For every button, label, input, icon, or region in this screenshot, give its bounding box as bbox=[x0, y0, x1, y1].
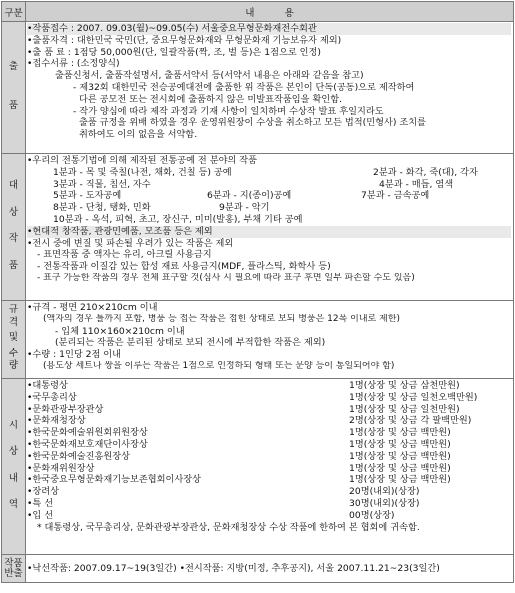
section-spec bbox=[2, 301, 514, 379]
text-line: - 표구 가능한 작품의 경우 전체 표구할 것(심사 시 필요에 따라 표구 후면 일부 파손할 수도 있음) bbox=[37, 272, 415, 283]
label-char: 작 bbox=[8, 233, 19, 244]
category-item: 3분과 - 직물, 침선, 자수 bbox=[53, 178, 151, 190]
category-item: 7분과 - 금속공예 bbox=[361, 190, 430, 202]
award-prize: 1명(상장 및 상금 일천만원) bbox=[349, 403, 460, 415]
section-content-return bbox=[26, 555, 514, 583]
award-row bbox=[27, 451, 511, 463]
label-char: 및 bbox=[8, 332, 19, 344]
award-name: •입 선 bbox=[27, 509, 54, 521]
label-char: 출 bbox=[8, 61, 19, 72]
section-awards bbox=[2, 379, 514, 555]
category-item: 8분과 - 단청, 탱화, 민화 bbox=[53, 202, 151, 214]
text-line: •수량 : 1인당 2점 이내 bbox=[27, 349, 122, 361]
award-name: •국무총리상 bbox=[27, 391, 77, 403]
award-row bbox=[27, 463, 511, 475]
category-row bbox=[27, 190, 511, 202]
award-name: •문화관광부장관상 bbox=[27, 403, 104, 415]
award-prize: 2명(상장 및 상금 각 팔백만원) bbox=[349, 415, 472, 427]
text-line: 출품신청서, 출품작설명서, 출품서약서 등(서약서 내용은 아래와 같음을 참고) bbox=[55, 70, 364, 82]
category-item: 2분과 - 화각, 죽(대), 각자 bbox=[373, 166, 478, 178]
label-char: 격 bbox=[8, 316, 19, 328]
section-content-submission bbox=[26, 22, 514, 154]
text-line: (액자의 경우 틀까지 포함, 병풍 등 접는 작품은 접힌 상태로 보되 병풍은 12폭 이내로 제한) bbox=[43, 313, 400, 324]
section-content-spec bbox=[26, 301, 514, 379]
label-char: 내 bbox=[8, 472, 19, 484]
text-line: 취하여도 이의 없음을 서약함. bbox=[79, 129, 198, 141]
section-label-return bbox=[2, 555, 26, 583]
text-line: •출품자격 : 대한민국 국민(단, 중요무형문화재와 무형문화재 기능보유자 제외) bbox=[27, 34, 342, 46]
category-item: 10분과 - 옥석, 피혁, 초고, 장신구, 미미(발홍), 부채 기타 공예 bbox=[53, 213, 303, 225]
text-line: •작품접수 : 2007. 09.03(월)~09.05(수) 서울중요무형문화재전수회관 bbox=[27, 23, 511, 35]
award-prize: 00명(상장) bbox=[349, 509, 395, 521]
award-row bbox=[27, 486, 511, 498]
text-line: - 제32회 대한민국 전승공예대전에 출품한 위 작품은 본인이 단독(공동)으로 제작하여 bbox=[73, 81, 415, 93]
award-name: •장려상 bbox=[27, 486, 60, 498]
label-char: 역 bbox=[8, 499, 19, 510]
text-line: •규격 - 평면 210×210cm 이내 bbox=[27, 302, 158, 313]
label-char: 시 bbox=[8, 419, 19, 431]
header-category: 구분 bbox=[2, 2, 26, 22]
category-item: 9분과 - 악기 bbox=[219, 202, 270, 214]
section-label-submission bbox=[2, 22, 26, 154]
header-content: 내 용 bbox=[26, 2, 514, 22]
table-header-row bbox=[2, 2, 514, 22]
label-char: 규 bbox=[8, 304, 19, 316]
award-row bbox=[27, 404, 511, 416]
text-line: - 전통작품과 이질감 있는 합성 재료 사용금지(MDF, 플라스틱, 화학사 등) bbox=[37, 261, 331, 273]
section-return bbox=[2, 555, 514, 583]
award-list bbox=[27, 380, 511, 522]
label-char: 대 bbox=[8, 180, 19, 191]
text-line: •접수서류 : (소정양식) bbox=[27, 58, 120, 70]
award-prize: 1명(상장 및 상금 백만원) bbox=[349, 450, 451, 462]
text-line: •전시 중에 변질 및 파손될 우려가 있는 작품은 제외 bbox=[27, 237, 234, 249]
text-line: •현대적 창작품, 관광민예품, 모조품 등은 제외 bbox=[27, 226, 511, 238]
award-row bbox=[27, 498, 511, 510]
text-line: (용도상 세트나 쌍을 이루는 작품은 1점으로 인정하되 형태 또는 문양 등이 통일되어야 함) bbox=[43, 360, 395, 371]
text-line: •출 품 료 : 1점당 50,000원(단, 일괄작품(짝, 조, 벌 등)은 1점으로 인정) bbox=[27, 46, 321, 58]
award-name: •한국문화재보호재단이사장상 bbox=[27, 438, 148, 450]
section-submission bbox=[2, 22, 514, 154]
category-row bbox=[27, 214, 511, 226]
label-word: 반출 bbox=[4, 567, 23, 579]
label-char: 상 bbox=[8, 206, 19, 218]
text-line: - 작가 양심에 따라 제작 과정과 기재 사항이 일치하며 수상작 발표 후일지라도 bbox=[73, 105, 384, 117]
text-line: - 표면작품 중 액자는 유리, 아크릴 사용금지 bbox=[37, 249, 212, 261]
award-name: •문화재위원장상 bbox=[27, 462, 95, 474]
text-line: 다른 공모전 또는 전시회에 출품하지 않은 미발표작품임을 확인함. bbox=[79, 93, 342, 105]
award-row bbox=[27, 427, 511, 439]
category-item: 4분과 - 매듭, 염색 bbox=[379, 178, 454, 190]
text-line: •우리의 전통기법에 의해 제작된 전통공예 전 분야의 작품 bbox=[27, 155, 257, 166]
label-word: 작품 bbox=[4, 557, 23, 569]
award-prize: 1명(상장 및 상금 삼천만원) bbox=[349, 380, 460, 391]
award-row bbox=[27, 415, 511, 427]
award-row bbox=[27, 439, 511, 451]
award-name: •특 선 bbox=[27, 497, 54, 509]
text-line: 출품 규정을 위배 하였을 경우 운영위원장이 수상을 취소하고 모든 법적(민형사) 조치를 bbox=[79, 117, 427, 129]
category-item: 5분과 - 도자공예 bbox=[53, 190, 122, 202]
label-char: 상 bbox=[8, 446, 19, 457]
label-char: 수 bbox=[8, 347, 19, 359]
award-prize: 30명(내외)(상장) bbox=[349, 497, 420, 509]
category-item: 1분과 - 목 및 죽칠(나전, 채화, 건칠 등) 공예 bbox=[53, 166, 232, 178]
label-char: 량 bbox=[8, 360, 19, 372]
section-target bbox=[2, 154, 514, 301]
text-line: (분리되는 작품은 분리된 상태로 보되 전시에 부적합한 작품은 제외) bbox=[55, 337, 326, 349]
award-prize: 1명(상장 및 상금 일천오백만원) bbox=[349, 391, 478, 403]
award-name: •한국중요무형문화재기능보존협회이사장상 bbox=[27, 474, 202, 486]
section-content-target bbox=[26, 154, 514, 301]
awards-note: * 대통령상, 국무총리상, 문화관광부장관상, 문화재청장상 수상 작품에 한하여 본 협회에 귀속함. bbox=[37, 521, 420, 533]
award-row bbox=[27, 380, 511, 392]
section-label-spec bbox=[2, 301, 26, 379]
award-name: •한국문화예술진흥원장상 bbox=[27, 450, 131, 462]
award-prize: 1명(상장 및 상금 백만원) bbox=[349, 427, 451, 439]
award-name: •문화재청장상 bbox=[27, 415, 86, 427]
section-label-awards bbox=[2, 379, 26, 555]
award-prize: 20명(내외)(상장) bbox=[349, 486, 420, 498]
award-prize: 1명(상장 및 상금 백만원) bbox=[349, 462, 451, 474]
section-content-awards bbox=[26, 379, 514, 555]
award-row bbox=[27, 392, 511, 404]
category-row bbox=[27, 202, 511, 214]
category-item: 6분과 - 지(종이)공예 bbox=[207, 190, 292, 202]
text-line: •낙선작품: 2007.09.17~19(3일간) •전시작품: 지방(미정, 추후공지), 서울 2007.11.21~23(3일간) bbox=[27, 563, 440, 575]
category-row bbox=[27, 179, 511, 191]
award-name: •대통령상 bbox=[27, 380, 68, 391]
section-label-target bbox=[2, 154, 26, 301]
award-name: •한국문화예술위원회위원장상 bbox=[27, 427, 148, 439]
label-char: 품 bbox=[8, 259, 19, 271]
award-prize: 1명(상장 및 상금 백만원) bbox=[349, 438, 451, 450]
award-prize: 1명(상장 및 상금 백만원) bbox=[349, 474, 451, 486]
label-char: 품 bbox=[8, 99, 19, 111]
text-line: - 입체 110×160×210cm 이내 bbox=[55, 325, 185, 337]
category-row bbox=[27, 167, 511, 179]
contest-guideline-table bbox=[1, 1, 514, 583]
award-row bbox=[27, 474, 511, 486]
award-row bbox=[27, 510, 511, 522]
